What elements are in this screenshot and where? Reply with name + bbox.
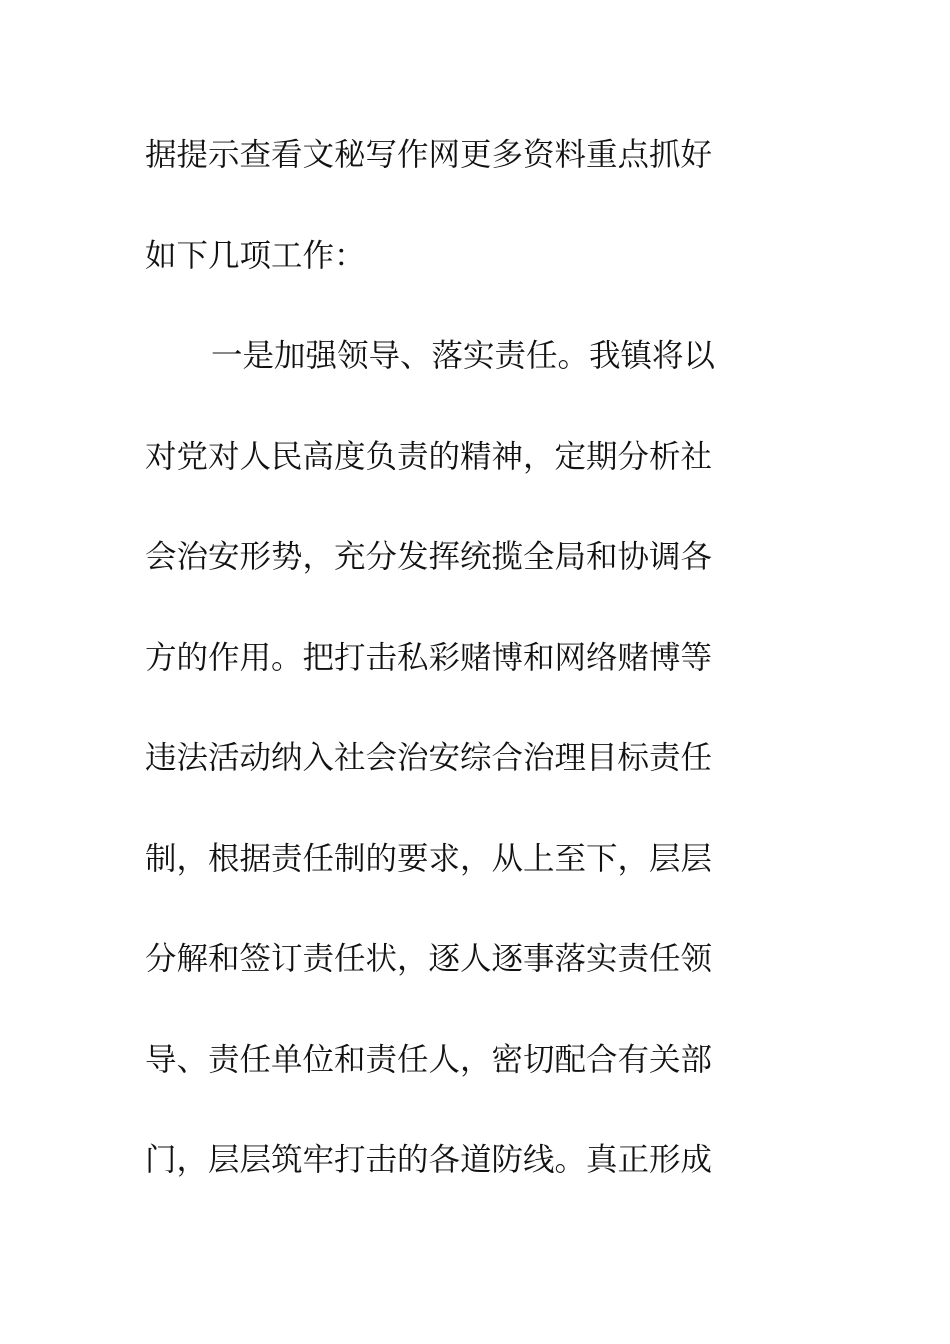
text-line-4: 对党对人民高度负责的精神，定期分析社: [145, 438, 713, 475]
text-line-6: 方的作用。把打击私彩赌博和网络赌博等: [145, 639, 713, 676]
text-line-5: 会治安形势，充分发挥统揽全局和协调各: [145, 539, 713, 575]
body-text: [145, 126, 785, 1232]
text-line-3: 一是加强领导、落实责任。我镇将以: [211, 338, 716, 374]
text-line-10: 导、责任单位和责任人，密切配合有关部: [145, 1041, 713, 1078]
text-line-11: 门，层层筑牢打击的各道防线。真正形成: [145, 1142, 713, 1178]
text-line-1: 据提示查看文秘写作网更多资料重点抓好: [145, 137, 713, 173]
text-line-7: 违法活动纳入社会治安综合治理目标责任: [145, 740, 713, 776]
text-line-8: 制，根据责任制的要求，从上至下，层层: [145, 840, 713, 877]
text-line-9: 分解和签订责任状，逐人逐事落实责任领: [145, 941, 713, 977]
text-line-2: 如下几项工作：: [145, 237, 366, 274]
